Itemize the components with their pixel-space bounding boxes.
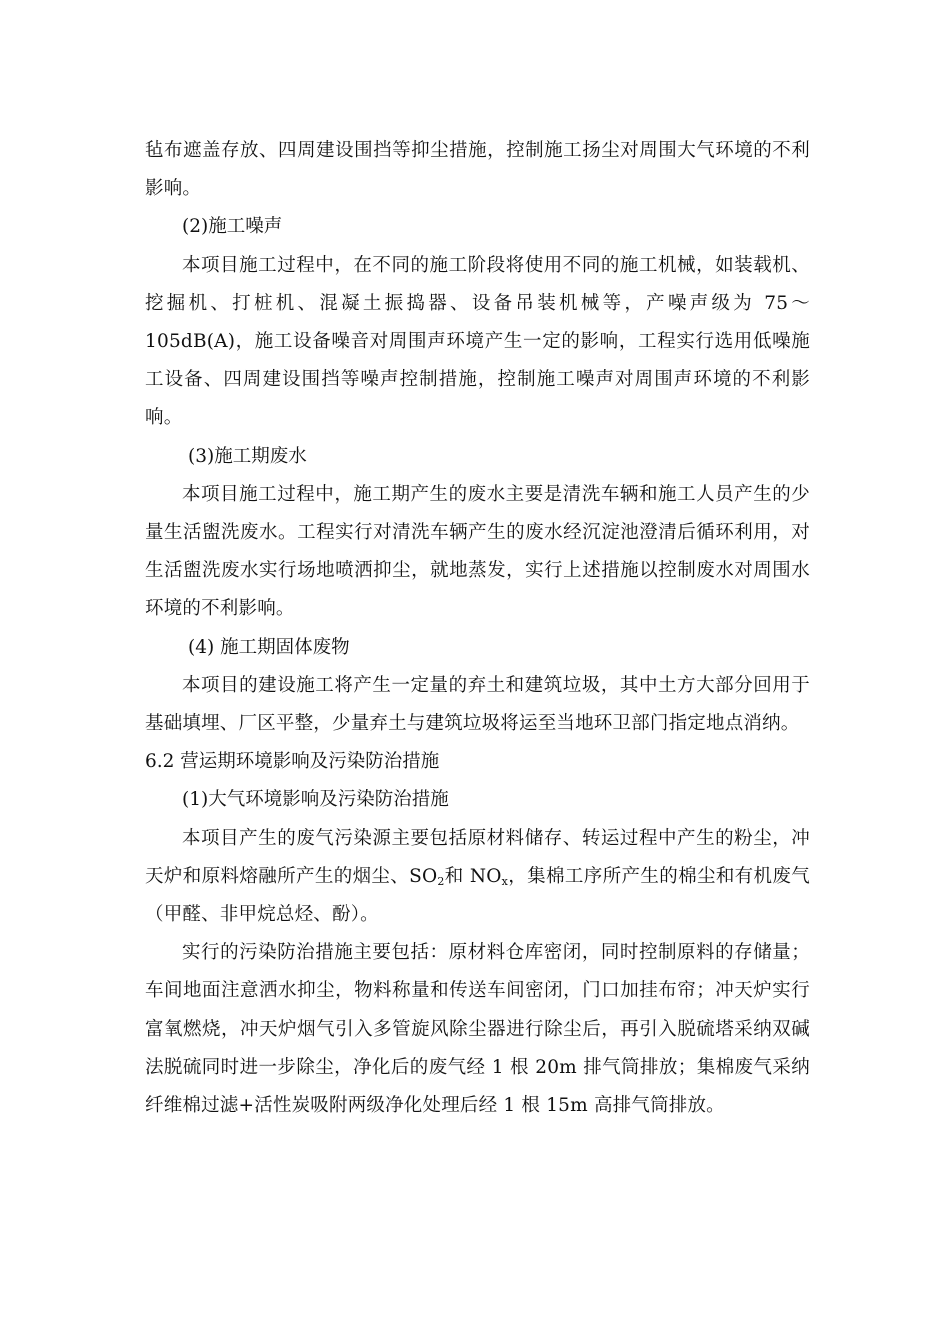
paragraph-dust-continued: 毡布遮盖存放、四周建设围挡等抑尘措施，控制施工扬尘对周围大气环境的不利影响。	[145, 140, 810, 200]
nox-subscript: x	[501, 874, 509, 888]
heading-construction-solid-waste: (4) 施工期固体废物	[188, 636, 350, 658]
paragraph-construction-wastewater: 本项目施工过程中，施工期产生的废水主要是清洗车辆和施工人员产生的少量生活盥洗废水。工程实行对清洗车辆产生的废水经沉淀池澄清后循环利用，对生活盥洗废水实行场地喷洒抑尘，就地蒸发，实行上述措施以控制废水对周围水环境的不利影响。	[145, 483, 810, 620]
paragraph-air-sources	[145, 820, 810, 935]
heading-construction-wastewater: (3)施工期废水	[188, 445, 307, 467]
section-heading-6-2: 6.2 营运期环境影响及污染防治措施	[145, 751, 440, 773]
paragraph-construction-noise: 本项目施工过程中，在不同的施工阶段将使用不同的施工机械，如装载机、挖掘机、打桩机、混凝土振捣器、设备吊装机械等，产噪声级为 75～105dB(A)，施工设备噪音对周围声环境产生一定的影响，工程实行选用低噪施工设备、四周建设围挡等噪声控制措施，控制施工噪声对周围声环境的不利影响。	[145, 254, 810, 429]
air-text-part-2: 和 NO	[444, 865, 502, 887]
heading-construction-noise: (2)施工噪声	[182, 216, 283, 238]
so2-subscript: 2	[437, 874, 445, 888]
paragraph-construction-solid-waste: 本项目的建设施工将产生一定量的弃土和建筑垃圾，其中土方大部分回用于基础填埋、厂区平整，少量弃土与建筑垃圾将运至当地环卫部门指定地点消纳。	[145, 674, 810, 735]
document-page	[145, 132, 810, 1125]
paragraph-pollution-measures: 实行的污染防治措施主要包括：原材料仓库密闭，同时控制原料的存储量；车间地面注意洒水抑尘，物料称量和传送车间密闭，门口加挂布帘；冲天炉实行富氧燃烧，冲天炉烟气引入多管旋风除尘器进行除尘后，再引入脱硫塔采纳双碱法脱硫同时进一步除尘，净化后的废气经 1 根 20m 排气筒排放；集棉废气采纳纤维棉过滤+活性炭吸附两级净化处理后经 1 根 15m 高排气筒排放。	[145, 942, 810, 1117]
air-text-part-1: 本项目产生的废气污染源主要包括原材料储存、转运过程中产生的粉尘，冲天炉和原料熔融所产生的烟尘、SO	[145, 827, 810, 887]
air-text-part-3: ，集棉工序所产生的棉尘和有机废气（甲醛、非甲烷总烃、酚）。	[145, 865, 810, 926]
heading-air-impact: (1)大气环境影响及污染防治措施	[182, 789, 449, 811]
